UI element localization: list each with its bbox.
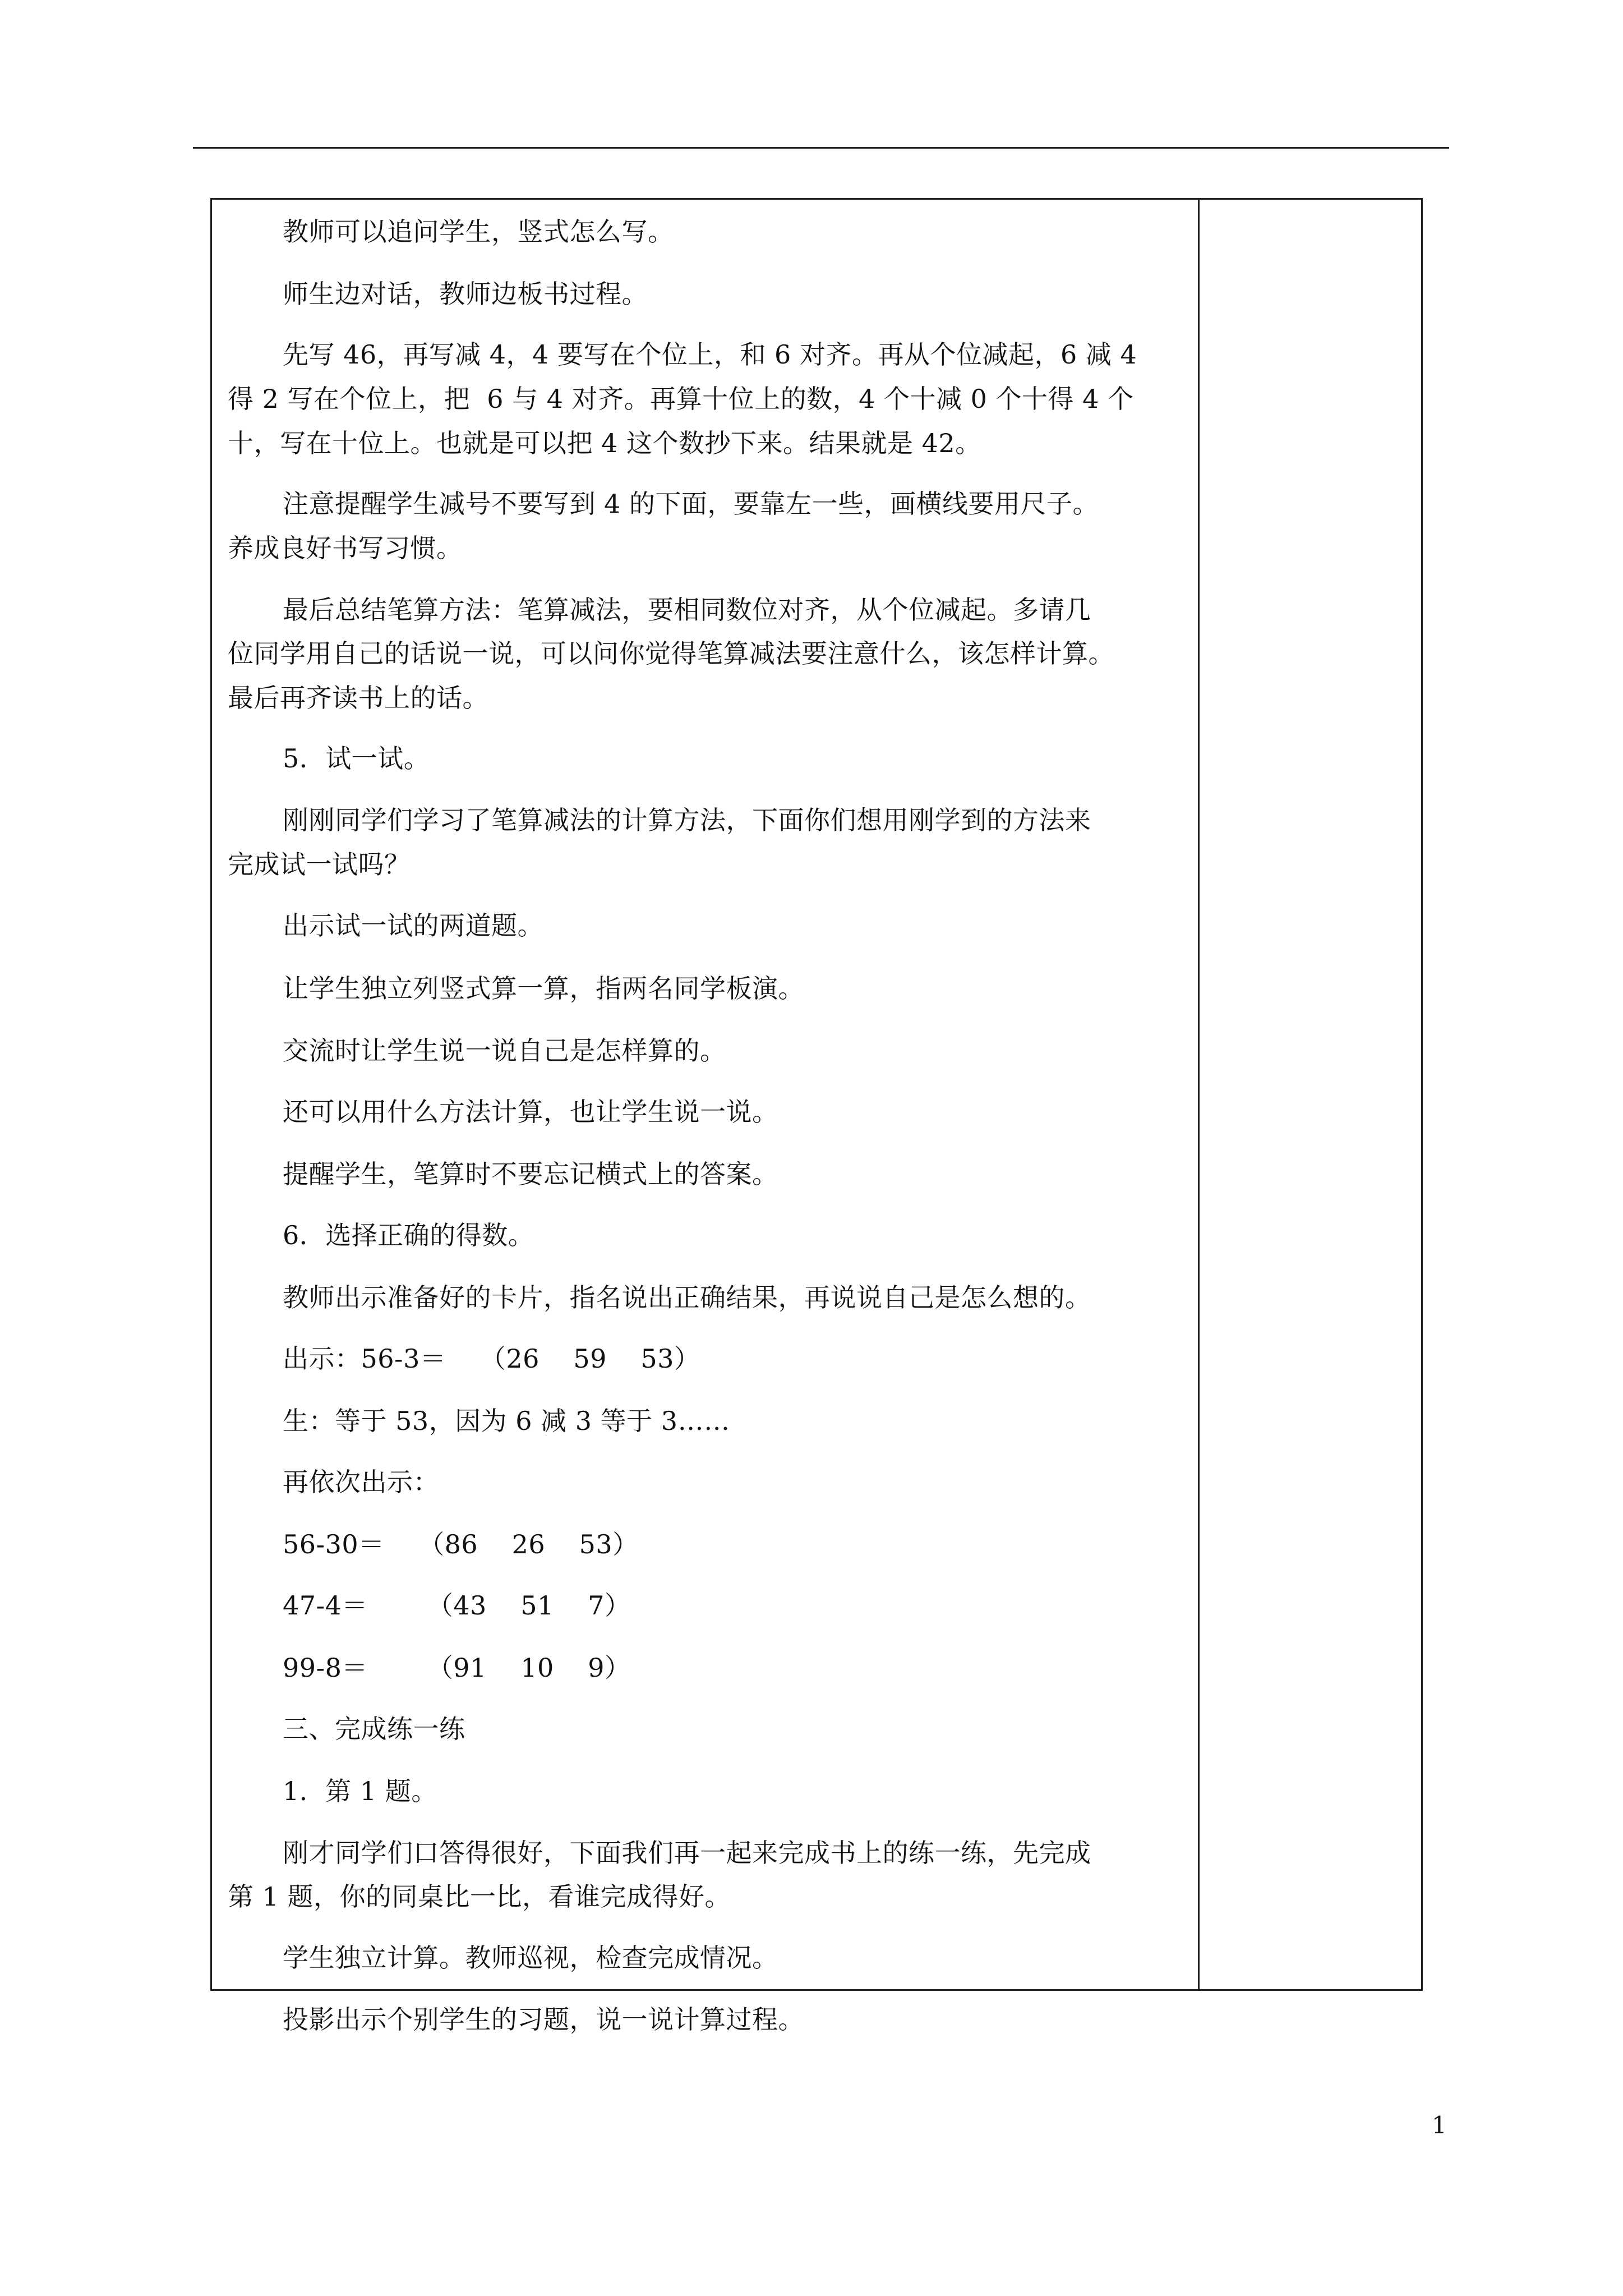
- paragraph-line: 还可以用什么方法计算，也让学生说一说。: [283, 1097, 778, 1127]
- paragraph-line: 刚刚同学们学习了笔算减法的计算方法，下面你们想用刚学到的方法来: [283, 805, 1091, 835]
- paragraph-line: 十，写在十位上。也就是可以把 4 这个数抄下来。结果就是 42。: [228, 428, 981, 458]
- section-heading: 6．选择正确的得数。: [283, 1220, 534, 1250]
- section-heading: 5．试一试。: [283, 743, 430, 774]
- paragraph-line: 教师可以追问学生，竖式怎么写。: [283, 217, 674, 247]
- paragraph-line: 提醒学生，笔算时不要忘记横式上的答案。: [283, 1159, 778, 1189]
- paragraph-line: 教师出示准备好的卡片，指名说出正确结果，再说说自己是怎么想的。: [283, 1282, 1091, 1313]
- paragraph-line: 养成良好书写习惯。: [228, 533, 463, 563]
- column-divider: [1198, 200, 1200, 1989]
- paragraph-line: 注意提醒学生减号不要写到 4 的下面，要靠左一些，画横线要用尺子。: [283, 489, 1099, 519]
- paragraph-line: 交流时让学生说一说自己是怎样算的。: [283, 1036, 726, 1066]
- paragraph-line: 师生边对话，教师边板书过程。: [283, 279, 648, 309]
- paragraph-line: 完成试一试吗？: [228, 849, 411, 880]
- paragraph-line: 投影出示个别学生的习题，说一说计算过程。: [283, 2004, 804, 2035]
- paragraph-line: 让学生独立列竖式算一算，指两名同学板演。: [283, 973, 804, 1004]
- page-number: 1: [1432, 2111, 1447, 2139]
- paragraph-line: 先写 46，再写减 4，4 要写在个位上，和 6 对齐。再从个位减起，6 减 4: [283, 339, 1137, 370]
- paragraph-line: 生：等于 53，因为 6 减 3 等于 3……: [283, 1406, 730, 1436]
- paragraph-line: 刚才同学们口答得很好，下面我们再一起来完成书上的练一练，先完成: [283, 1838, 1091, 1868]
- section-heading: 三、完成练一练: [283, 1714, 465, 1744]
- section-heading: 1．第 1 题。: [283, 1776, 437, 1806]
- math-problem-line: 99-8＝ （91 10 9）: [283, 1653, 631, 1683]
- math-problem-line: 出示：56-3＝ （26 59 53）: [283, 1343, 700, 1374]
- paragraph-line: 位同学用自己的话说一说，可以问你觉得笔算减法要注意什么，该怎样计算。: [228, 638, 1114, 669]
- paragraph-line: 最后再齐读书上的话。: [228, 683, 488, 713]
- paragraph-line: 最后总结笔算方法：笔算减法，要相同数位对齐，从个位减起。多请几: [283, 595, 1091, 625]
- paragraph-line: 第 1 题，你的同桌比一比，看谁完成得好。: [228, 1881, 731, 1912]
- paragraph-line: 得 2 写在个位上，把 6 与 4 对齐。再算十位上的数，4 个十减 0 个十得 4 个: [228, 384, 1134, 414]
- paragraph-line: 出示试一试的两道题。: [283, 910, 543, 941]
- header-rule: [193, 147, 1449, 149]
- math-problem-line: 47-4＝ （43 51 7）: [283, 1590, 631, 1621]
- paragraph-line: 学生独立计算。教师巡视，检查完成情况。: [283, 1943, 778, 1973]
- math-problem-line: 56-30＝ （86 26 53）: [283, 1529, 639, 1559]
- paragraph-line: 再依次出示：: [283, 1467, 439, 1497]
- lesson-plan-table: [210, 198, 1423, 2035]
